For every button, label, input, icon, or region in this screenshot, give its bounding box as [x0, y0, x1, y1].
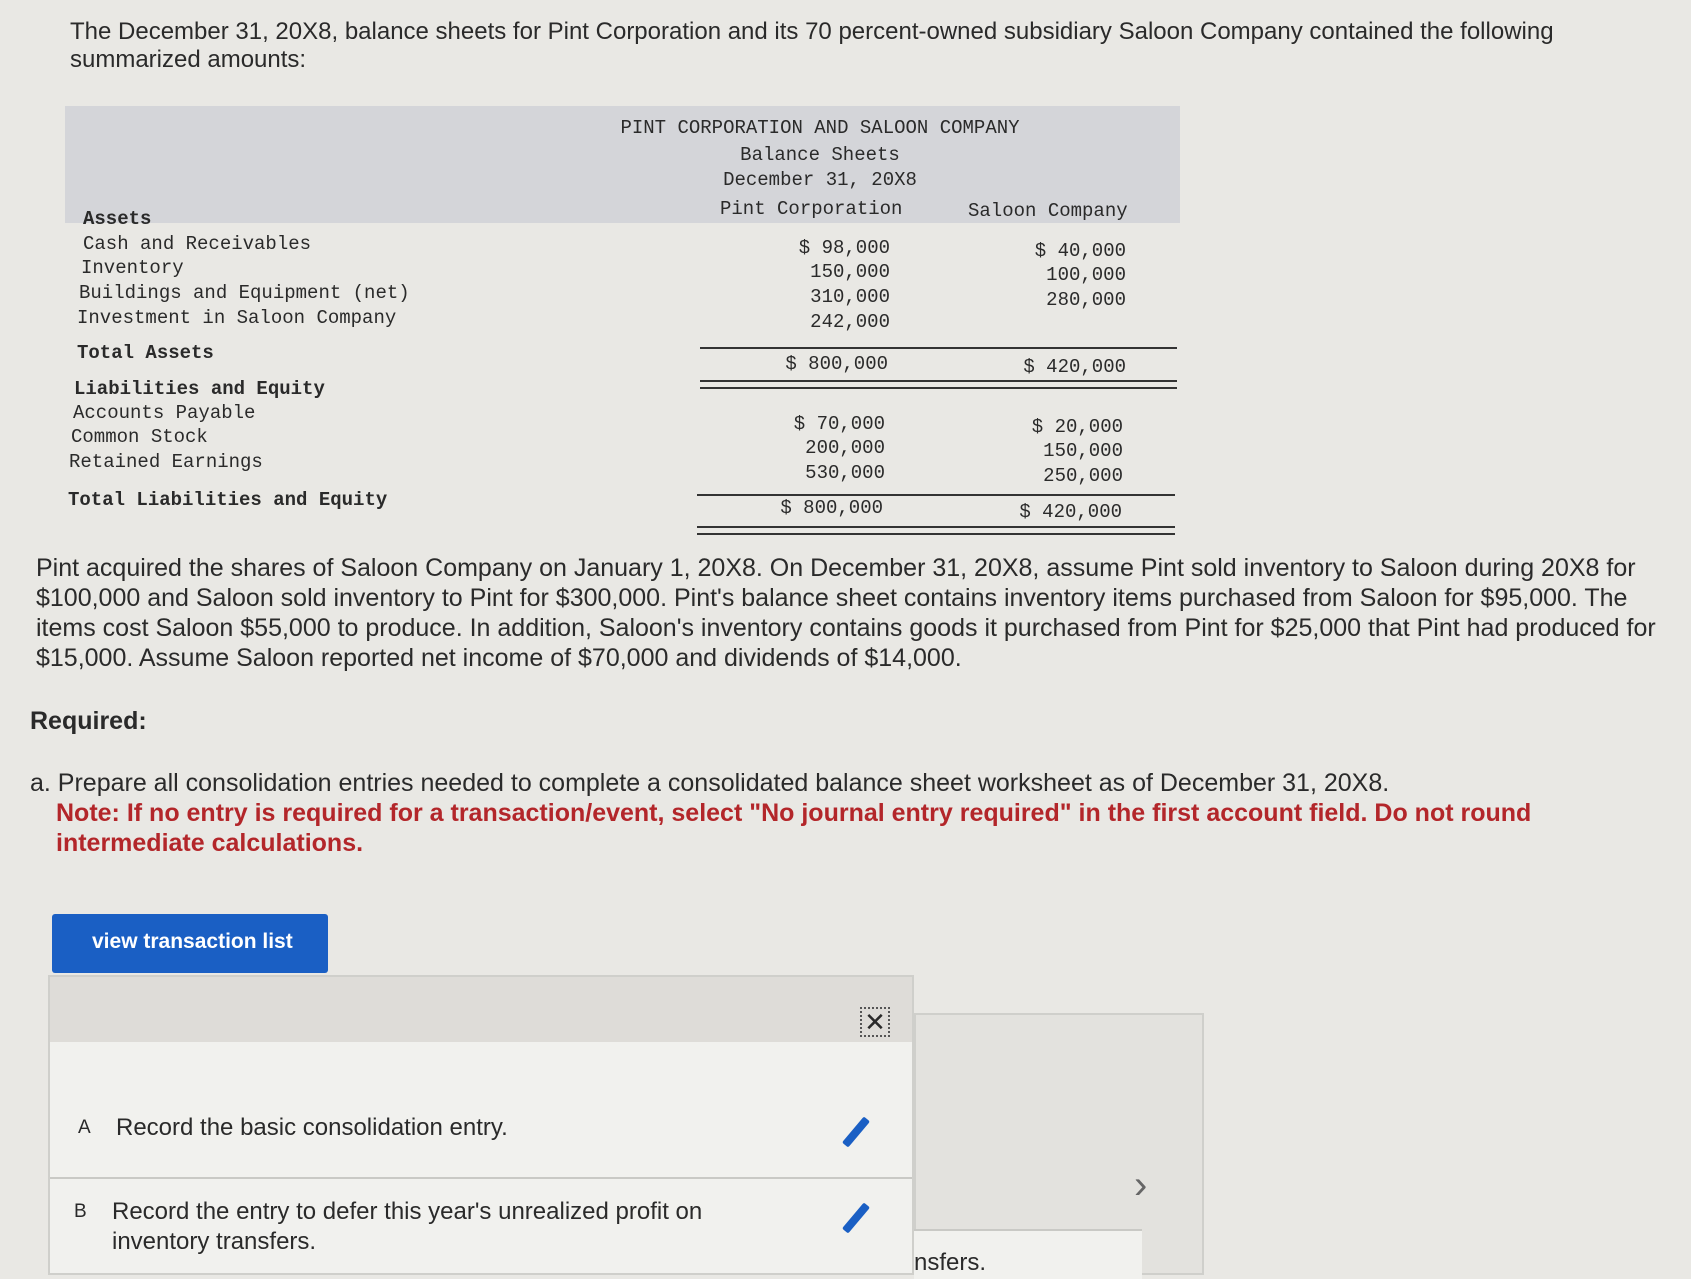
- double-line: [700, 387, 1177, 389]
- row-label: Accounts Payable: [73, 402, 256, 424]
- pint-value: 530,000: [805, 462, 885, 484]
- total-assets-label: Total Assets: [77, 342, 214, 364]
- pint-value: 200,000: [805, 437, 885, 459]
- saloon-value: 100,000: [1046, 264, 1126, 286]
- edit-pencil-icon[interactable]: [842, 1202, 870, 1233]
- table-title: PINT CORPORATION AND SALOON COMPANY: [620, 117, 1020, 139]
- close-icon[interactable]: ✕: [860, 1007, 890, 1037]
- row-label: Common Stock: [71, 426, 208, 448]
- view-transaction-list-button[interactable]: view transaction list: [52, 914, 328, 973]
- pint-value: 150,000: [810, 261, 890, 283]
- pint-value: $ 70,000: [793, 413, 885, 435]
- total-liab-label: Total Liabilities and Equity: [68, 489, 388, 511]
- column-pint: Pint Corporation: [720, 198, 903, 220]
- double-line: [700, 380, 1177, 382]
- row-label: Investment in Saloon Company: [77, 307, 397, 329]
- transaction-list-panel: [48, 975, 914, 1275]
- problem-paragraph: Pint acquired the shares of Saloon Company on January 1, 20X8. On December 31, 20X8, assume Pint sold inventory to Saloon during 20X8 for $100,000 and Saloon sold inventory to Pint for $300,000. Pint's balance sheet contains inventory items purchased from Saloon for $95,000. The items cost Saloon $55,000 to produce. In addition, Saloon's inventory contains goods it purchased from Pint for $25,000 that Pint had produced for $15,000. Assume Saloon reported net income of $70,000 and dividends of $14,000.: [36, 554, 1656, 672]
- total-assets-saloon: $ 420,000: [1023, 356, 1126, 378]
- total-liab-pint: $ 800,000: [780, 497, 883, 519]
- double-line: [697, 526, 1175, 528]
- table-subtitle: Balance Sheets: [740, 144, 900, 166]
- intro-text: The December 31, 20X8, balance sheets for Pint Corporation and its 70 percent-owned subsidiary Saloon Company contained the following summarized amounts:: [70, 18, 1554, 73]
- saloon-value: $ 40,000: [1034, 240, 1126, 262]
- panel-header: [50, 977, 912, 1042]
- edit-pencil-icon[interactable]: [842, 1116, 870, 1147]
- sub-panel: [914, 1229, 1142, 1279]
- double-line: [697, 533, 1175, 535]
- part-a: [30, 768, 1670, 858]
- row-label: Cash and Receivables: [83, 233, 312, 255]
- saloon-value: 150,000: [1043, 440, 1123, 462]
- transaction-letter: B: [74, 1201, 87, 1222]
- row-label: Buildings and Equipment (net): [79, 282, 410, 304]
- transaction-row[interactable]: [50, 1077, 912, 1177]
- row-label: Retained Earnings: [69, 451, 263, 473]
- transaction-text: Record the entry to defer this year's unrealized profit on inventory transfers.: [112, 1198, 703, 1255]
- total-liab-saloon: $ 420,000: [1019, 501, 1122, 523]
- pint-value: 310,000: [810, 286, 890, 308]
- subtotal-line: [700, 347, 1177, 349]
- liabilities-header: Liabilities and Equity: [74, 378, 325, 400]
- saloon-value: 280,000: [1046, 289, 1126, 311]
- saloon-value: $ 20,000: [1031, 416, 1123, 438]
- table-date: December 31, 20X8: [723, 169, 917, 191]
- next-panel: [914, 1013, 1204, 1275]
- transaction-row[interactable]: [50, 1177, 912, 1277]
- pint-value: $ 98,000: [798, 237, 890, 259]
- subtotal-line: [697, 494, 1175, 496]
- column-saloon: Saloon Company: [968, 200, 1128, 222]
- note-text: Note: If no entry is required for a transaction/event, select "No journal entry required" in the first account field. Do not round intermediate calculations.: [56, 799, 1532, 857]
- chevron-right-icon[interactable]: ›: [1134, 1163, 1148, 1207]
- fragment-text: nsfers.: [914, 1249, 987, 1276]
- total-assets-pint: $ 800,000: [785, 353, 888, 375]
- transaction-letter: A: [78, 1117, 91, 1138]
- pint-value: 242,000: [810, 311, 890, 333]
- assets-header: Assets: [83, 208, 152, 230]
- saloon-value: 250,000: [1043, 465, 1123, 487]
- required-heading: Required:: [30, 707, 147, 735]
- part-a-text: a. Prepare all consolidation entries needed to complete a consolidated balance sheet worksheet as of December 31, 20X8.: [30, 769, 1390, 797]
- row-label: Inventory: [81, 257, 184, 279]
- transaction-text: Record the basic consolidation entry.: [116, 1114, 508, 1141]
